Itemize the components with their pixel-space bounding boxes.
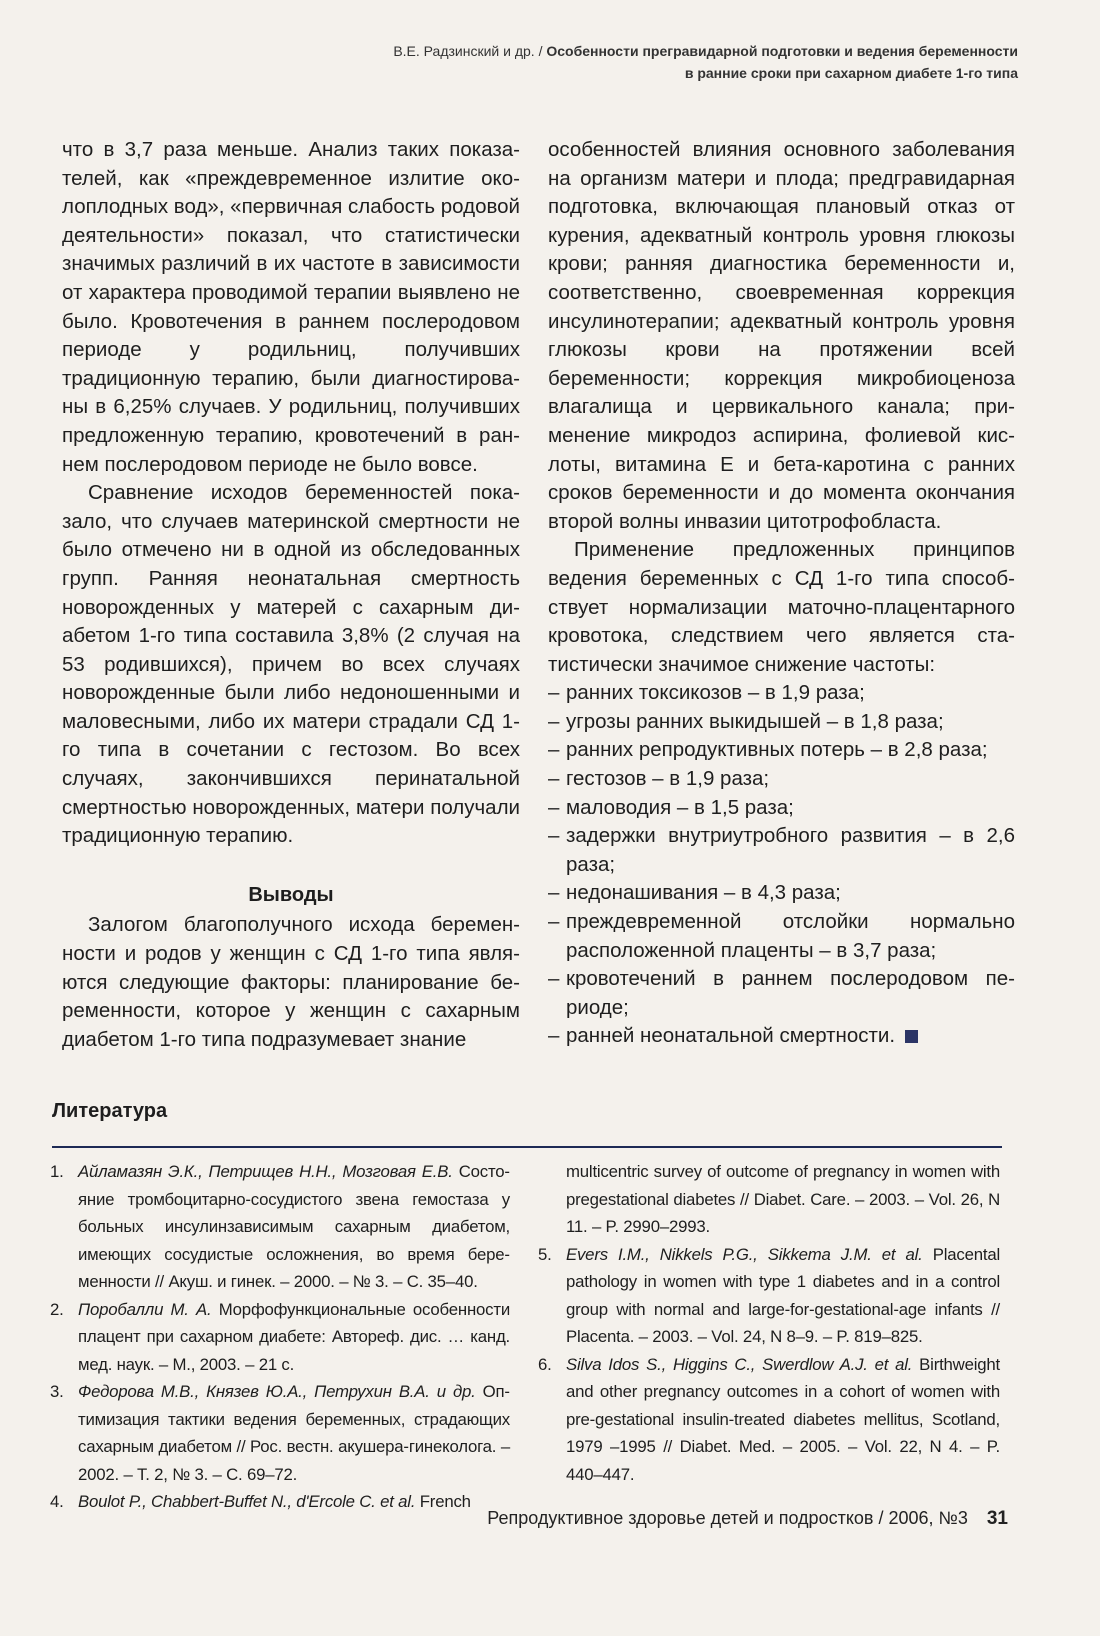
header-title-line2: в ранние сроки при сахарном диабете 1-го типа (684, 65, 1018, 81)
list-item: – кровотечений в раннем послеродовом периоде; (548, 965, 1015, 1022)
reference-text: Состояние тромбоцитарно-сосудистого звена гемостаза у больных инсулинзависимым сахарным диабетом, имеющих сосудистые осложнения, во время беременности // Акуш. и гинек. – 2000. – № 3. – С. 35–40. (78, 1162, 510, 1291)
reference-authors: Поробалли М. А. (78, 1299, 212, 1319)
reference-text: Оптимизация тактики ведения беременных, страдающих сахарным диабетом // Рос. вестн. акушера-гинеколога. – 2002. – Т. 2, № 3. – С. 69–72. (78, 1382, 511, 1484)
reference-item-continuation (538, 1158, 1000, 1241)
list-item: – маловодия – в 1,5 раза; (548, 794, 1015, 823)
list-item-last (548, 1022, 1015, 1051)
list-item: – угрозы ранних выкидышей – в 1,8 раза; (548, 708, 1015, 737)
references-divider (52, 1146, 1002, 1148)
paragraph: Залогом благополучного исхода беременности и родов у женщин с СД 1-го типа являются следующие факторы: планирование беременности, которое у женщин с сахарным диабетом 1-го типа подразумевает знание (62, 913, 520, 1051)
body-column-left (62, 136, 520, 1054)
paragraph: что в 3,7 раза меньше. Анализ таких показателей, как «преждевременное излитие околоплодных вод», «первичная слабость родовой деятельности» показал, что статистически значимых различий в их частоте в зависимости от характера проводимой терапии выявлено не было. Кровотечения в раннем послеродовом периоде у родильниц, получивших традиционную терапию, были диагностированы в 6,25% случаев. У родильниц, получивших предложенную терапию, кровотечений в раннем послеродовом периоде не было вовсе. (62, 138, 521, 476)
reference-item (538, 1241, 1000, 1351)
header-title-line1: Особенности прегравидарной подготовки и ведения беременности (546, 43, 1018, 59)
conclusions-heading: Выводы (248, 883, 334, 906)
page-footer (487, 1508, 1008, 1530)
reference-text: multicentric survey of outcome of pregnancy in women with pregestational diabetes // Diabet. Care. – 2003. – Vol. 26, N 11. – P. 2990–2993. (566, 1162, 1000, 1236)
body-column-right (548, 136, 1015, 1051)
reference-text: Placental pathology in women with type 1 diabetes and in a control group with normal and large-for-gestational-age infants // Placenta. – 2003. – Vol. 24, N 8–9. – P. 819–825. (566, 1244, 1000, 1346)
paragraph: особенностей влияния основного заболевания на организм матери и плода; предгравидарная подготовка, включающая плановый отказ от курения, адекватный контроль уровня глюкозы крови; ранняя диагностика беременности и, соответственно, своевременная коррекция инсулинотерапии; адекватный контроль уровня глюкозы крови на протяжении всей беременности; коррекция микробиоценоза влагалища и цервикального канала; применение микродоз аспирина, фолиевой кислоты, витамина Е и бета-каротина с ранних сроков беременности и до момента окончания второй волны инвазии цитотрофобласта. (548, 138, 1015, 533)
reference-authors: Evers I.M., Nikkels P.G., Sikkema J.M. et al. (566, 1244, 923, 1264)
reference-number: 5. (538, 1244, 552, 1264)
list-item: – преждевременной отслойки нормально расположенной плаценты – в 3,7 раза; (548, 908, 1015, 965)
reference-item (50, 1296, 510, 1379)
reference-number: 2. (50, 1299, 64, 1319)
reference-number: 6. (538, 1354, 552, 1374)
list-item: – ранних репродуктивных потерь – в 2,8 раза; (548, 736, 1015, 765)
list-item: – ранних токсикозов – в 1,9 раза; (548, 679, 1015, 708)
reference-item (50, 1488, 510, 1516)
reference-authors: Федорова М.В., Князев Ю.А., Петрухин В.А. и др. (78, 1382, 476, 1401)
journal-name: Репродуктивное здоровье детей и подростков / 2006, №3 (487, 1508, 968, 1528)
header-authors: В.Е. Радзинский и др. / (393, 43, 543, 59)
reference-item (50, 1378, 510, 1488)
list-item: – недонашивания – в 4,3 раза; (548, 879, 1015, 908)
reference-authors: Boulot P., Chabbert-Buffet N., d'Ercole C. et al. (78, 1492, 416, 1511)
reference-item (50, 1158, 510, 1296)
references-column-left (50, 1158, 510, 1516)
findings-list (548, 679, 1015, 1051)
page-number: 31 (986, 1508, 1008, 1529)
reference-text: Морфофункциональные особенности плацент при сахарном диабете: Автореф. дис. … канд. мед. наук. – М., 2003. – 21 с. (78, 1299, 510, 1374)
paragraph: Применение предложенных принципов ведения беременных с СД 1-го типа способствует нормализации маточно-плацентарного кровотока, следствием чего является статистически значимое снижение частоты: (548, 538, 1015, 676)
reference-item (538, 1351, 1000, 1489)
reference-authors: Silva Idos S., Higgins C., Swerdlow A.J. et al. (566, 1354, 913, 1374)
reference-authors: Айламазян Э.К., Петрищев Н.Н., Мозговая Е.В. (78, 1162, 453, 1181)
running-header (318, 40, 1018, 84)
reference-text: French (415, 1492, 471, 1511)
list-item: – задержки внутриутробного развития – в 2,6 раза; (548, 822, 1015, 879)
list-item: – гестозов – в 1,9 раза; (548, 765, 1015, 794)
reference-number: 4. (50, 1492, 64, 1511)
reference-text: Birthweight and other pregnancy outcomes in a cohort of women with pre-gestational insulin-treated diabetes mellitus, Scotland, 1979 –1995 // Diabet. Med. – 2005. – Vol. 22, N 4. – P. 440–447. (566, 1354, 1000, 1484)
list-item-text: ранней неонатальной смертности. (566, 1024, 896, 1048)
reference-number: 1. (50, 1162, 64, 1181)
references-heading: Литература (52, 1100, 168, 1122)
reference-number: 3. (50, 1382, 64, 1401)
references-column-right (538, 1158, 1000, 1488)
paragraph: Сравнение исходов беременностей показало, что случаев материнской смертности не было отмечено ни в одной из обследованных групп. Ранняя неонатальная смертность новорожденных у матерей с сахарным диабетом 1-го типа составила 3,8% (2 случая на 53 родившихся), причем во всех случаях новорожденные были либо недоношенными и маловесными, либо их матери страдали СД 1-го типа в сочетании с гестозом. Во всех случаях, закончившихся перинатальной смертностью новорожденных, матери получали традиционную терапию. (62, 481, 520, 848)
end-of-article-square-icon (905, 1030, 918, 1043)
